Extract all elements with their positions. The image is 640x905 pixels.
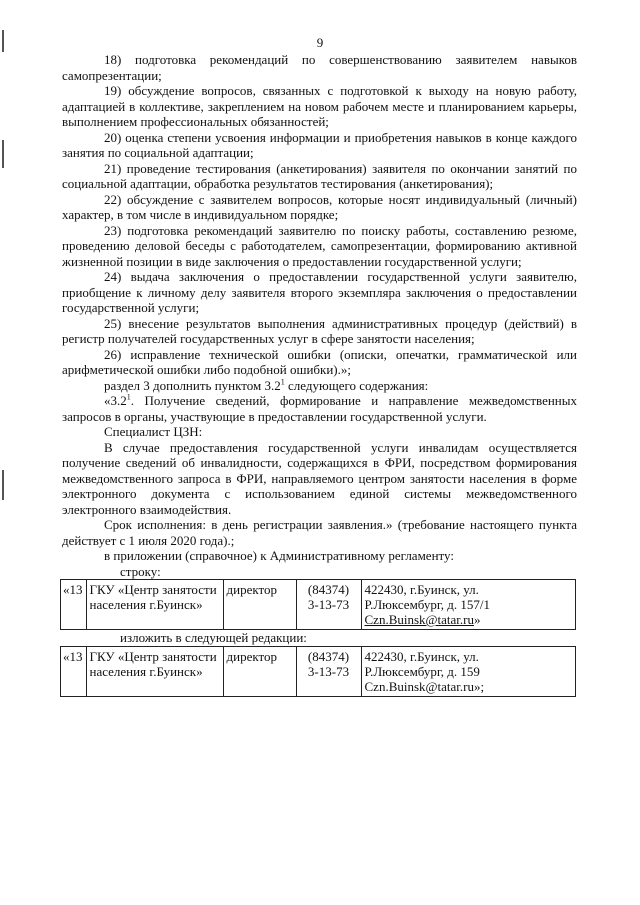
paragraph-item-21: 21) проведение тестирования (анкетирования) заявителя по окончании занятий по социальной адаптации, обработка результатов тестирования (анкетирования); xyxy=(62,160,577,191)
page-number: 9 xyxy=(316,35,324,50)
email-suffix: »; xyxy=(473,678,485,694)
section3-superscript: 1 xyxy=(280,377,285,387)
phone-cell xyxy=(296,580,361,630)
scan-edge-mark xyxy=(2,470,4,500)
paragraph-item-23: 23) подготовка рекомендаций заявителю по поиску работы, составлению резюме, проведению деловой беседы с работодателем, самопрезентации, формированию активной жизненной позиции в виде заключения о предоставлении государственной услуги; xyxy=(62,222,577,269)
disabled-persons-paragraph: В случае предоставления государственной услуги инвалидам осуществляется получение сведений об инвалидности, содержащихся в ФРИ, посредством формирования межведомственного запроса в ФРИ, направляемого центром занятости населения в форме электронного документа с использованием единой системы межведомственного электронного взаимодействия. xyxy=(62,439,577,517)
address-cell xyxy=(361,646,576,696)
old-row-table xyxy=(60,579,576,630)
phone-cell xyxy=(296,646,361,696)
email-line xyxy=(365,679,573,694)
item-3-2-1-superscript: 1 xyxy=(126,392,131,402)
email-suffix: » xyxy=(473,612,481,627)
deadline-paragraph: Срок исполнения: в день регистрации заявления.» (требование настоящего пункта действует с 1 июля 2020 года).; xyxy=(62,517,577,548)
paragraph-item-20: 20) оценка степени усвоения информации и приобретения навыков в конце каждого занятия по социальной адаптации; xyxy=(62,129,577,160)
section3-text: раздел 3 дополнить пунктом 3.2 xyxy=(104,377,281,393)
organization-name: ГКУ «Центр занятости населения г.Буинск» xyxy=(86,646,223,696)
section3-amendment xyxy=(62,378,577,394)
paragraph-item-26: 26) исправление технической ошибки (описки, опечатки, грамматической или арифметической ошибки либо подобной ошибки).»; xyxy=(62,346,577,377)
address-line-2: Р.Люксембург, д. 159 xyxy=(364,663,480,679)
specialist-heading: Специалист ЦЗН: xyxy=(104,424,203,439)
paragraph-item-22: 22) обсуждение с заявителем вопросов, которые носят индивидуальный (личный) характер, в том числе в индивидуальном порядке; xyxy=(62,191,577,222)
phone-number: 3-13-73 xyxy=(307,663,350,679)
item-3-2-1-number: «3.2 xyxy=(104,393,127,408)
position: директор xyxy=(223,580,296,630)
new-row-table xyxy=(60,646,576,697)
label-new-row: изложить в следующей редакции: xyxy=(120,630,307,645)
label-old-row: строку: xyxy=(120,563,161,579)
appendix-paragraph: в приложении (справочное) к Административному регламенту: xyxy=(104,548,454,563)
address-line-2: Р.Люксембург, д. 157/1 xyxy=(364,597,491,612)
document-body xyxy=(62,52,577,697)
email-line xyxy=(365,612,573,627)
table-row xyxy=(61,580,576,630)
email-text: Czn.Buinsk@tatar.ru xyxy=(364,678,474,694)
phone-code: (84374) xyxy=(307,582,350,597)
item-3-2-1 xyxy=(62,393,577,424)
paragraph-item-18: 18) подготовка рекомендаций по совершенствованию заявителем навыков самопрезентации; xyxy=(62,52,577,83)
position: директор xyxy=(223,646,296,696)
section3-text-tail: следующего содержания: xyxy=(284,377,429,393)
address-line-1: 422430, г.Буинск, ул. xyxy=(364,648,479,664)
phone-number: 3-13-73 xyxy=(307,597,350,612)
paragraph-item-24: 24) выдача заключения о предоставлении государственной услуги заявителю, приобщение к личному делу заявителя второго экземпляра заключения о предоставлении государственной услуги; xyxy=(62,269,577,315)
address-cell xyxy=(361,580,576,630)
row-number: «13 xyxy=(61,646,87,696)
table-row xyxy=(61,646,576,696)
item-3-2-1-text: . Получение сведений, формирование и направление межведомственных запросов в органы, участвующие в предоставлении государственной услуги. xyxy=(62,393,577,424)
address-line-1: 422430, г.Буинск, ул. xyxy=(364,582,479,597)
organization-name: ГКУ «Центр занятости населения г.Буинск» xyxy=(86,580,223,630)
phone-code: (84374) xyxy=(307,648,350,664)
scan-edge-mark xyxy=(2,140,4,168)
paragraph-item-25: 25) внесение результатов выполнения административных процедур (действий) в регистр получателей государственных услуг в сфере занятости населения; xyxy=(62,315,577,346)
row-number: «13 xyxy=(61,580,87,630)
paragraph-item-19: 19) обсуждение вопросов, связанных с подготовкой к выходу на новую работу, адаптацией в коллективе, закреплением на новом рабочем месте и планированием карьеры, выполнением профессиональных обязанностей; xyxy=(62,83,577,129)
email-link[interactable]: Czn.Buinsk@tatar.ru xyxy=(364,612,474,627)
